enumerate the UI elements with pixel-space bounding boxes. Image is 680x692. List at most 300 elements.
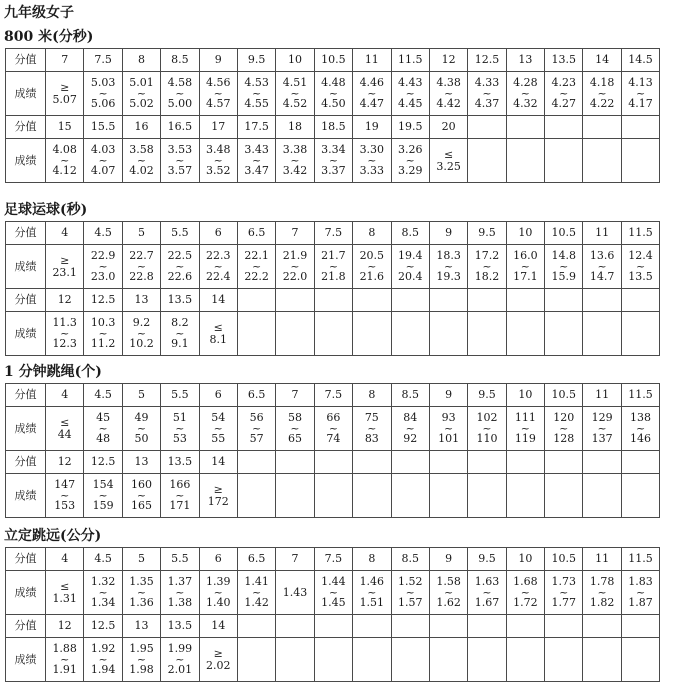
cell-value: 19.4 ~ 20.4 [397, 249, 423, 283]
table-cell [161, 407, 199, 451]
table-cell: 12.5 [84, 451, 122, 474]
table-cell [545, 139, 583, 183]
table-cell [621, 638, 659, 682]
table-cell [468, 451, 506, 474]
table-cell [276, 312, 314, 356]
table-cell [506, 638, 544, 682]
table-cell [122, 407, 160, 451]
cell-value: 1.95 ~ 1.98 [129, 642, 154, 676]
cell-value: 3.53 ~ 3.57 [167, 143, 193, 177]
table-cell [583, 638, 621, 682]
table-cell [46, 571, 84, 615]
table-cell: 18 [276, 116, 314, 139]
table-cell [468, 289, 506, 312]
table-cell: 14 [199, 451, 237, 474]
row-label: 分值 [6, 548, 46, 571]
table-cell: 14 [199, 615, 237, 638]
table-cell: 10 [276, 49, 314, 72]
table-cell [237, 289, 275, 312]
cell-value: 17.2 ~ 18.2 [474, 249, 500, 283]
table-cell [199, 245, 237, 289]
cell-value: 4.18 ~ 4.22 [589, 76, 615, 110]
table-cell: 7 [276, 548, 314, 571]
table-cell: 11 [583, 548, 621, 571]
cell-value: 66 ~ 74 [326, 411, 341, 445]
table-cell: 6 [199, 548, 237, 571]
table-cell: 1.43 [276, 571, 314, 615]
table-cell: 6.5 [237, 384, 275, 407]
cell-value: 1.73 ~ 1.77 [551, 575, 577, 609]
table-cell [545, 407, 583, 451]
cell-value: 1.35 ~ 1.36 [129, 575, 154, 609]
table-cell: 8 [353, 548, 391, 571]
cell-value: 45 ~ 48 [96, 411, 111, 445]
table-cell: 5 [122, 222, 160, 245]
cell-value: 111 ~ 119 [514, 411, 536, 445]
cell-value: ≤ 8.1 [209, 320, 227, 346]
table-cell [199, 312, 237, 356]
table-cell [391, 139, 429, 183]
table-cell: 12 [46, 451, 84, 474]
table-cell [237, 638, 275, 682]
row-label: 分值 [6, 49, 46, 72]
table-cell [276, 407, 314, 451]
cell-value: 4.38 ~ 4.42 [436, 76, 461, 110]
table-cell [122, 571, 160, 615]
table-cell [621, 116, 659, 139]
table-cell [161, 245, 199, 289]
table-cell: 12 [46, 289, 84, 312]
table-cell [583, 407, 621, 451]
table-cell [621, 571, 659, 615]
table-cell [237, 312, 275, 356]
table-cell: 9.5 [237, 49, 275, 72]
cell-value: 1.37 ~ 1.38 [167, 575, 193, 609]
cell-value: 21.9 ~ 22.0 [282, 249, 308, 283]
table-cell [468, 312, 506, 356]
page-heading: 九年级女子 [4, 5, 74, 21]
table-cell: 8.5 [391, 222, 429, 245]
table-cell [122, 72, 160, 116]
result-row [6, 245, 660, 289]
cell-value: 166 ~ 171 [169, 478, 191, 512]
table-cell [84, 571, 122, 615]
table-cell: 5.5 [161, 548, 199, 571]
table-cell: 9.5 [468, 548, 506, 571]
table-cell: 9.5 [468, 384, 506, 407]
table-cell [391, 571, 429, 615]
table-cell [84, 72, 122, 116]
cell-value: 49 ~ 50 [134, 411, 149, 445]
table-cell [506, 139, 544, 183]
table-cell: 9 [199, 49, 237, 72]
table-cell [429, 615, 467, 638]
cell-value: 1.68 ~ 1.72 [513, 575, 538, 609]
table-cell [429, 139, 467, 183]
table-cell [46, 638, 84, 682]
table-cell [199, 474, 237, 518]
cell-value: 4.23 ~ 4.27 [551, 76, 577, 110]
result-row [6, 72, 660, 116]
cell-value: 8.2 ~ 9.1 [171, 316, 189, 350]
cell-value: 4.56 ~ 4.57 [206, 76, 231, 110]
table-cell: 13 [506, 49, 544, 72]
table-cell: 10 [506, 222, 544, 245]
table-cell [353, 72, 391, 116]
table-cell [314, 451, 352, 474]
cell-value: ≥ 23.1 [52, 253, 77, 279]
table-cell [84, 474, 122, 518]
cell-value: ≤ 1.31 [52, 579, 77, 605]
table-cell: 12.5 [84, 289, 122, 312]
table-cell [583, 615, 621, 638]
table-cell: 7.5 [314, 222, 352, 245]
cell-value: 22.3 ~ 22.4 [206, 249, 231, 283]
table-cell [545, 615, 583, 638]
cell-value: 22.7 ~ 22.8 [129, 249, 154, 283]
cell-value: 3.30 ~ 3.33 [359, 143, 385, 177]
cell-value: 3.34 ~ 3.37 [321, 143, 346, 177]
table-cell [353, 638, 391, 682]
table-cell: 4.5 [84, 384, 122, 407]
table-cell [84, 312, 122, 356]
table-cell [353, 451, 391, 474]
table-cell: 10.5 [545, 222, 583, 245]
table-cell [161, 312, 199, 356]
score-table-long-jump [5, 547, 660, 682]
cell-value: ≥ 5.07 [52, 80, 77, 106]
cell-value: 1.46 ~ 1.51 [359, 575, 385, 609]
cell-value: 129 ~ 137 [591, 411, 613, 445]
table-cell [391, 245, 429, 289]
table-cell: 8.5 [391, 548, 429, 571]
table-cell [545, 474, 583, 518]
table-cell [353, 615, 391, 638]
table-cell: 4 [46, 384, 84, 407]
table-cell [353, 139, 391, 183]
table-cell: 7.5 [314, 384, 352, 407]
table-cell [314, 615, 352, 638]
cell-value: 3.48 ~ 3.52 [206, 143, 231, 177]
table-cell [621, 245, 659, 289]
table-cell [276, 72, 314, 116]
row-label: 分值 [6, 384, 46, 407]
table-cell: 8.5 [161, 49, 199, 72]
table-cell [429, 245, 467, 289]
table-cell [199, 407, 237, 451]
cell-value: 75 ~ 83 [364, 411, 379, 445]
table-cell [353, 289, 391, 312]
cell-value: 1.52 ~ 1.57 [397, 575, 423, 609]
table-cell [84, 638, 122, 682]
table-cell [276, 638, 314, 682]
table-cell [506, 312, 544, 356]
table-cell [583, 312, 621, 356]
table-cell: 16 [122, 116, 160, 139]
table-cell [84, 245, 122, 289]
table-cell: 11 [583, 222, 621, 245]
table-cell: 4 [46, 548, 84, 571]
table-cell [391, 72, 429, 116]
table-cell: 19.5 [391, 116, 429, 139]
table-cell [314, 312, 352, 356]
table-cell [84, 139, 122, 183]
table-cell [353, 245, 391, 289]
table-cell: 5 [122, 548, 160, 571]
table-cell: 8 [353, 222, 391, 245]
cell-value: 14.8 ~ 15.9 [551, 249, 577, 283]
table-cell [314, 638, 352, 682]
cell-value: 1.41 ~ 1.42 [244, 575, 269, 609]
table-cell [506, 72, 544, 116]
cell-value: 1.44 ~ 1.45 [321, 575, 346, 609]
table-cell: 7 [276, 384, 314, 407]
table-cell [314, 571, 352, 615]
table-cell [237, 139, 275, 183]
table-cell: 13 [122, 289, 160, 312]
cell-value: 51 ~ 53 [172, 411, 187, 445]
table-cell [391, 451, 429, 474]
table-cell: 13.5 [161, 615, 199, 638]
table-cell [314, 474, 352, 518]
table-cell [391, 407, 429, 451]
table-cell [276, 139, 314, 183]
table-cell: 6.5 [237, 548, 275, 571]
table-cell [46, 139, 84, 183]
table-cell [545, 245, 583, 289]
table-cell [429, 72, 467, 116]
table-cell: 13.5 [161, 289, 199, 312]
table-cell [545, 116, 583, 139]
table-cell: 6 [199, 222, 237, 245]
cell-value: 5.01 ~ 5.02 [129, 76, 154, 110]
row-label: 分值 [6, 615, 46, 638]
table-cell: 13.5 [161, 451, 199, 474]
cell-value: 4.51 ~ 4.52 [282, 76, 308, 110]
cell-value: 4.28 ~ 4.32 [513, 76, 538, 110]
result-row [6, 407, 660, 451]
row-label: 成绩 [6, 474, 46, 518]
table-cell: 8 [353, 384, 391, 407]
cell-value: 1.39 ~ 1.40 [206, 575, 231, 609]
table-cell [84, 407, 122, 451]
cell-value: 22.5 ~ 22.6 [167, 249, 193, 283]
cell-value: 4.48 ~ 4.50 [321, 76, 346, 110]
cell-value: 58 ~ 65 [288, 411, 303, 445]
table-cell [506, 245, 544, 289]
table-cell [353, 571, 391, 615]
section-title: 立定跳远(公分) [4, 528, 102, 544]
cell-value: 56 ~ 57 [249, 411, 264, 445]
cell-value: 120 ~ 128 [553, 411, 575, 445]
score-row [6, 384, 660, 407]
row-label: 分值 [6, 289, 46, 312]
table-cell: 12 [46, 615, 84, 638]
cell-value: 21.7 ~ 21.8 [321, 249, 346, 283]
table-cell: 15.5 [84, 116, 122, 139]
table-cell: 11.5 [621, 222, 659, 245]
table-cell [621, 407, 659, 451]
table-cell: 15 [46, 116, 84, 139]
result-row [6, 571, 660, 615]
cell-value: 93 ~ 101 [438, 411, 460, 445]
cell-value: 9.2 ~ 10.2 [129, 316, 154, 350]
cell-value: 4.46 ~ 4.47 [359, 76, 385, 110]
table-cell [353, 312, 391, 356]
table-cell: 11 [583, 384, 621, 407]
table-cell [621, 615, 659, 638]
row-label: 成绩 [6, 638, 46, 682]
cell-value: 4.03 ~ 4.07 [90, 143, 116, 177]
table-cell [161, 474, 199, 518]
result-row [6, 638, 660, 682]
table-cell [468, 116, 506, 139]
table-cell [391, 474, 429, 518]
table-cell [506, 116, 544, 139]
table-cell: 5 [122, 384, 160, 407]
table-cell [122, 139, 160, 183]
cell-value: 4.53 ~ 4.55 [244, 76, 269, 110]
score-row [6, 116, 660, 139]
row-label: 成绩 [6, 139, 46, 183]
table-cell: 12.5 [84, 615, 122, 638]
row-label: 成绩 [6, 407, 46, 451]
table-cell [506, 451, 544, 474]
table-cell [468, 72, 506, 116]
table-cell [429, 451, 467, 474]
table-cell [314, 72, 352, 116]
score-row [6, 451, 660, 474]
table-cell [621, 451, 659, 474]
cell-value: 16.0 ~ 17.1 [513, 249, 538, 283]
section-title: 足球运球(秒) [4, 202, 88, 218]
cell-value: ≥ 172 [207, 482, 229, 508]
table-cell [545, 72, 583, 116]
table-cell: 10.5 [545, 384, 583, 407]
row-label: 成绩 [6, 312, 46, 356]
table-cell [468, 474, 506, 518]
cell-value: 1.32 ~ 1.34 [90, 575, 116, 609]
cell-value: 3.38 ~ 3.42 [282, 143, 308, 177]
table-cell: 5.5 [161, 222, 199, 245]
table-cell: 7 [46, 49, 84, 72]
table-cell: 10 [506, 384, 544, 407]
table-cell [276, 289, 314, 312]
cell-value: 13.6 ~ 14.7 [589, 249, 615, 283]
cell-value: 10.3 ~ 11.2 [90, 316, 116, 350]
cell-value: 154 ~ 159 [92, 478, 114, 512]
cell-value: 1.58 ~ 1.62 [436, 575, 461, 609]
table-cell [122, 312, 160, 356]
table-cell [46, 245, 84, 289]
table-cell: 9 [429, 384, 467, 407]
table-cell: 8.5 [391, 384, 429, 407]
table-cell: 18.5 [314, 116, 352, 139]
table-cell: 9.5 [468, 222, 506, 245]
table-cell [353, 474, 391, 518]
table-cell [583, 289, 621, 312]
table-cell [583, 474, 621, 518]
cell-value: 4.33 ~ 4.37 [474, 76, 500, 110]
table-cell: 4.5 [84, 548, 122, 571]
score-row [6, 548, 660, 571]
table-cell [46, 72, 84, 116]
table-cell: 6.5 [237, 222, 275, 245]
cell-value: 22.9 ~ 23.0 [90, 249, 116, 283]
cell-value: 160 ~ 165 [130, 478, 152, 512]
table-cell [161, 72, 199, 116]
table-cell: 12.5 [468, 49, 506, 72]
table-cell [314, 139, 352, 183]
cell-value: 11.3 ~ 12.3 [52, 316, 77, 350]
cell-value: 138 ~ 146 [630, 411, 652, 445]
table-cell [468, 407, 506, 451]
table-cell [237, 615, 275, 638]
score-row [6, 222, 660, 245]
table-cell: 13.5 [545, 49, 583, 72]
table-cell [506, 571, 544, 615]
table-cell [583, 72, 621, 116]
table-cell: 11 [353, 49, 391, 72]
table-cell [237, 72, 275, 116]
cell-value: 1.63 ~ 1.67 [474, 575, 500, 609]
cell-value: 54 ~ 55 [211, 411, 226, 445]
table-cell [506, 615, 544, 638]
table-cell [391, 638, 429, 682]
table-cell [46, 474, 84, 518]
table-cell [122, 474, 160, 518]
table-cell [621, 312, 659, 356]
cell-value: 1.88 ~ 1.91 [52, 642, 77, 676]
table-cell [506, 407, 544, 451]
table-cell: 11.5 [391, 49, 429, 72]
table-cell: 5.5 [161, 384, 199, 407]
cell-value: 12.4 ~ 13.5 [628, 249, 653, 283]
table-cell: 10.5 [314, 49, 352, 72]
cell-value: 3.43 ~ 3.47 [244, 143, 269, 177]
table-cell: 14.5 [621, 49, 659, 72]
table-cell [161, 638, 199, 682]
section-title: 800 米(分秒) [4, 29, 94, 45]
table-cell [621, 139, 659, 183]
table-cell: 9 [429, 548, 467, 571]
table-cell [199, 139, 237, 183]
score-row [6, 289, 660, 312]
table-cell [276, 474, 314, 518]
table-cell: 11.5 [621, 548, 659, 571]
cell-value: 4.13 ~ 4.17 [628, 76, 653, 110]
table-cell: 6 [199, 384, 237, 407]
table-cell [545, 571, 583, 615]
cell-value: ≥ 2.02 [206, 646, 231, 672]
cell-value: 18.3 ~ 19.3 [436, 249, 461, 283]
cell-value: 84 ~ 92 [403, 411, 418, 445]
table-cell [621, 72, 659, 116]
table-cell: 9 [429, 222, 467, 245]
table-cell [46, 312, 84, 356]
cell-value: 3.58 ~ 4.02 [129, 143, 154, 177]
table-cell: 14 [583, 49, 621, 72]
table-cell [276, 451, 314, 474]
table-cell [46, 407, 84, 451]
table-cell: 8 [122, 49, 160, 72]
table-cell [545, 312, 583, 356]
table-cell: 14 [199, 289, 237, 312]
table-cell [237, 571, 275, 615]
score-row [6, 615, 660, 638]
cell-value: ≤ 44 [57, 415, 72, 441]
table-cell: 7.5 [84, 49, 122, 72]
